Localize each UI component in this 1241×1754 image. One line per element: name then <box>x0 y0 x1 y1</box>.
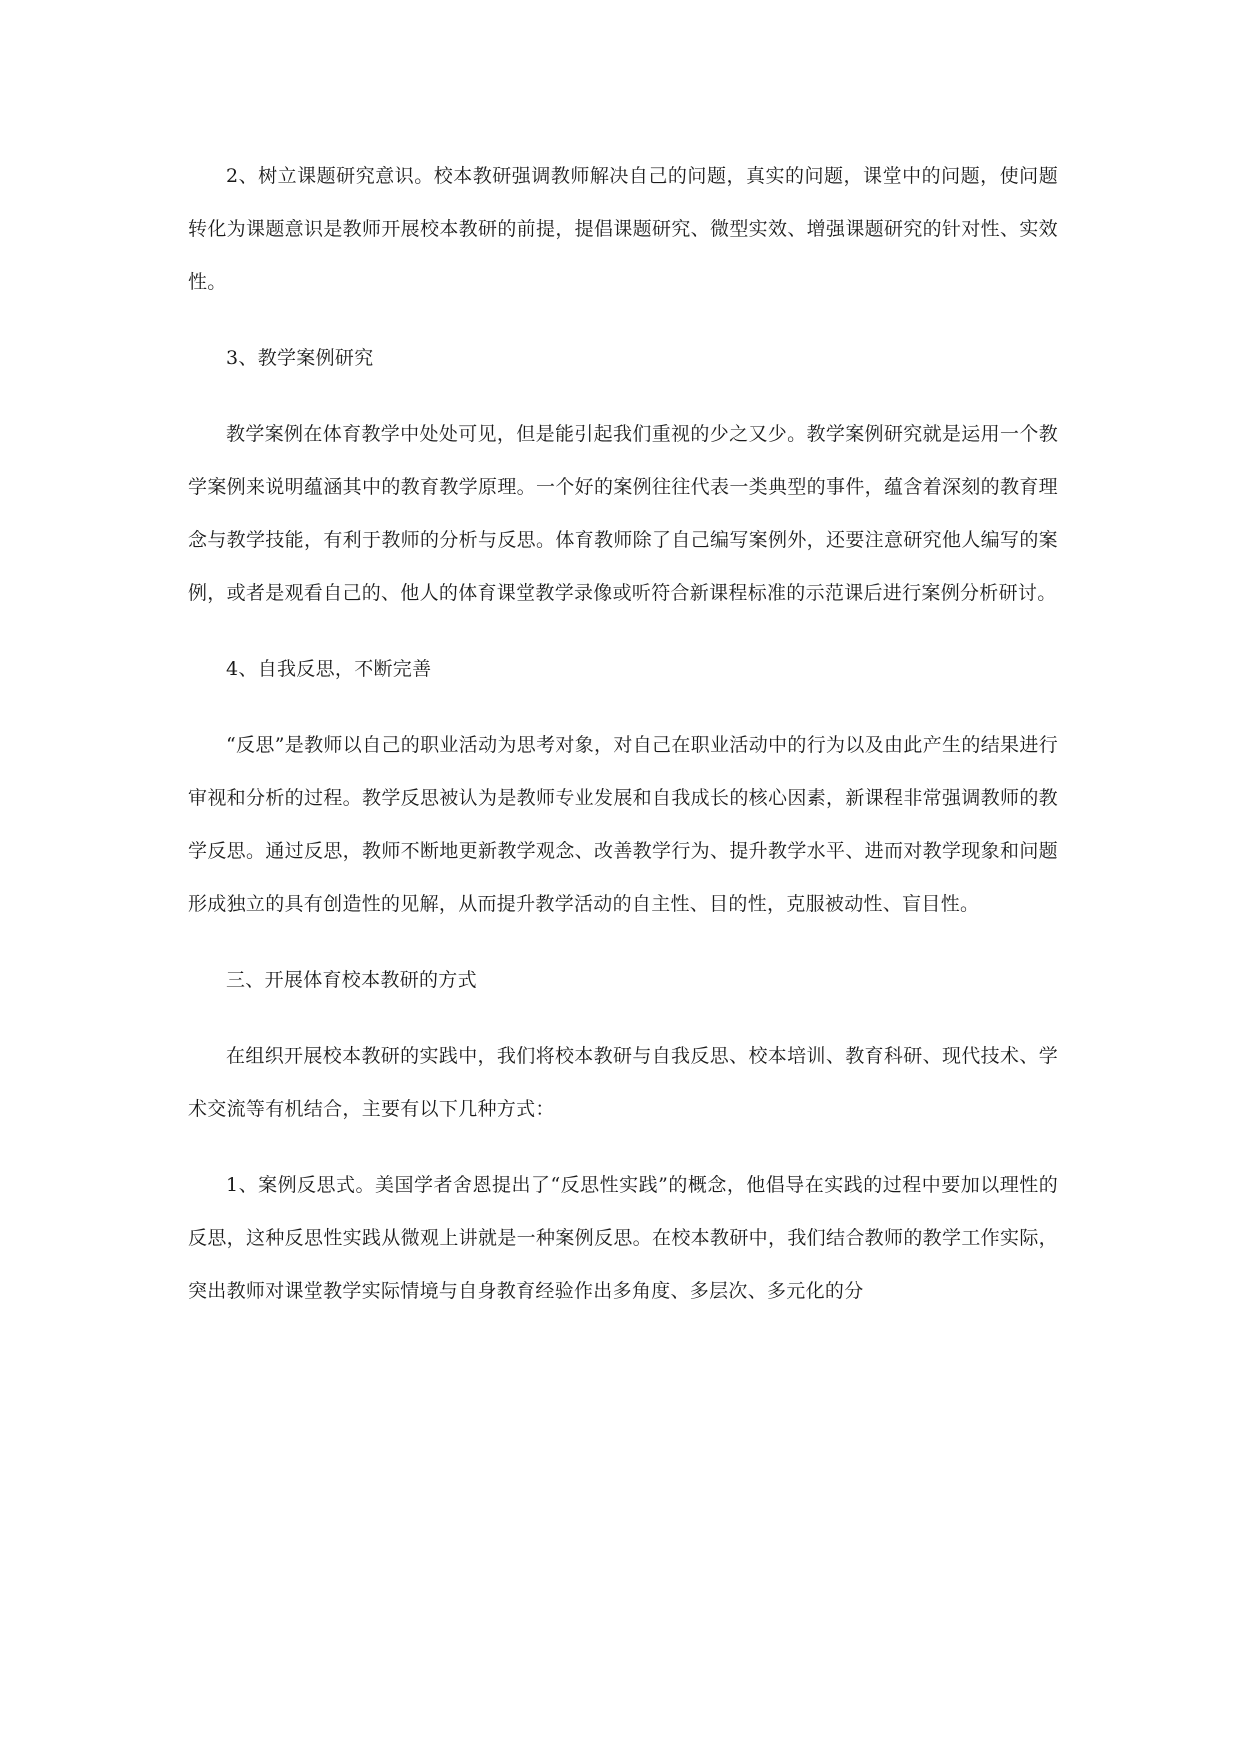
heading-teaching-case-study: 3、教学案例研究 <box>226 347 374 369</box>
heading-self-reflection: 4、自我反思，不断完善 <box>226 658 432 680</box>
paragraph-methods-intro: 在组织开展校本教研的实践中，我们将校本教研与自我反思、校本培训、教育科研、现代技术、学术交流等有机结合，主要有以下几种方式： <box>188 1045 1058 1120</box>
heading-section-three-methods: 三、开展体育校本教研的方式 <box>226 969 477 991</box>
document-body <box>188 150 1058 1318</box>
paragraph-topic-research-awareness: 2、树立课题研究意识。校本教研强调教师解决自己的问题，真实的问题，课堂中的问题，使问题转化为课题意识是教师开展校本教研的前提，提倡课题研究、微型实效、增强课题研究的针对性、实效性。 <box>188 165 1058 293</box>
paragraph-teaching-case-study: 教学案例在体育教学中处处可见，但是能引起我们重视的少之又少。教学案例研究就是运用一个教学案例来说明蕴涵其中的教育教学原理。一个好的案例往往代表一类典型的事件，蕴含着深刻的教育理念与教学技能，有利于教师的分析与反思。体育教师除了自己编写案例外，还要注意研究他人编写的案例，或者是观看自己的、他人的体育课堂教学录像或听符合新课程标准的示范课后进行案例分析研讨。 <box>188 423 1058 604</box>
paragraph-case-reflection-method: 1、案例反思式。美国学者舍恩提出了“反思性实践”的概念，他倡导在实践的过程中要加以理性的反思，这种反思性实践从微观上讲就是一种案例反思。在校本教研中，我们结合教师的教学工作实际，突出教师对课堂教学实际情境与自身教育经验作出多角度、多层次、多元化的分 <box>188 1174 1058 1302</box>
paragraph-self-reflection: “反思”是教师以自己的职业活动为思考对象，对自己在职业活动中的行为以及由此产生的结果进行审视和分析的过程。教学反思被认为是教师专业发展和自我成长的核心因素，新课程非常强调教师的教学反思。通过反思，教师不断地更新教学观念、改善教学行为、提升教学水平、进而对教学现象和问题形成独立的具有创造性的见解，从而提升教学活动的自主性、目的性，克服被动性、盲目性。 <box>188 734 1058 915</box>
